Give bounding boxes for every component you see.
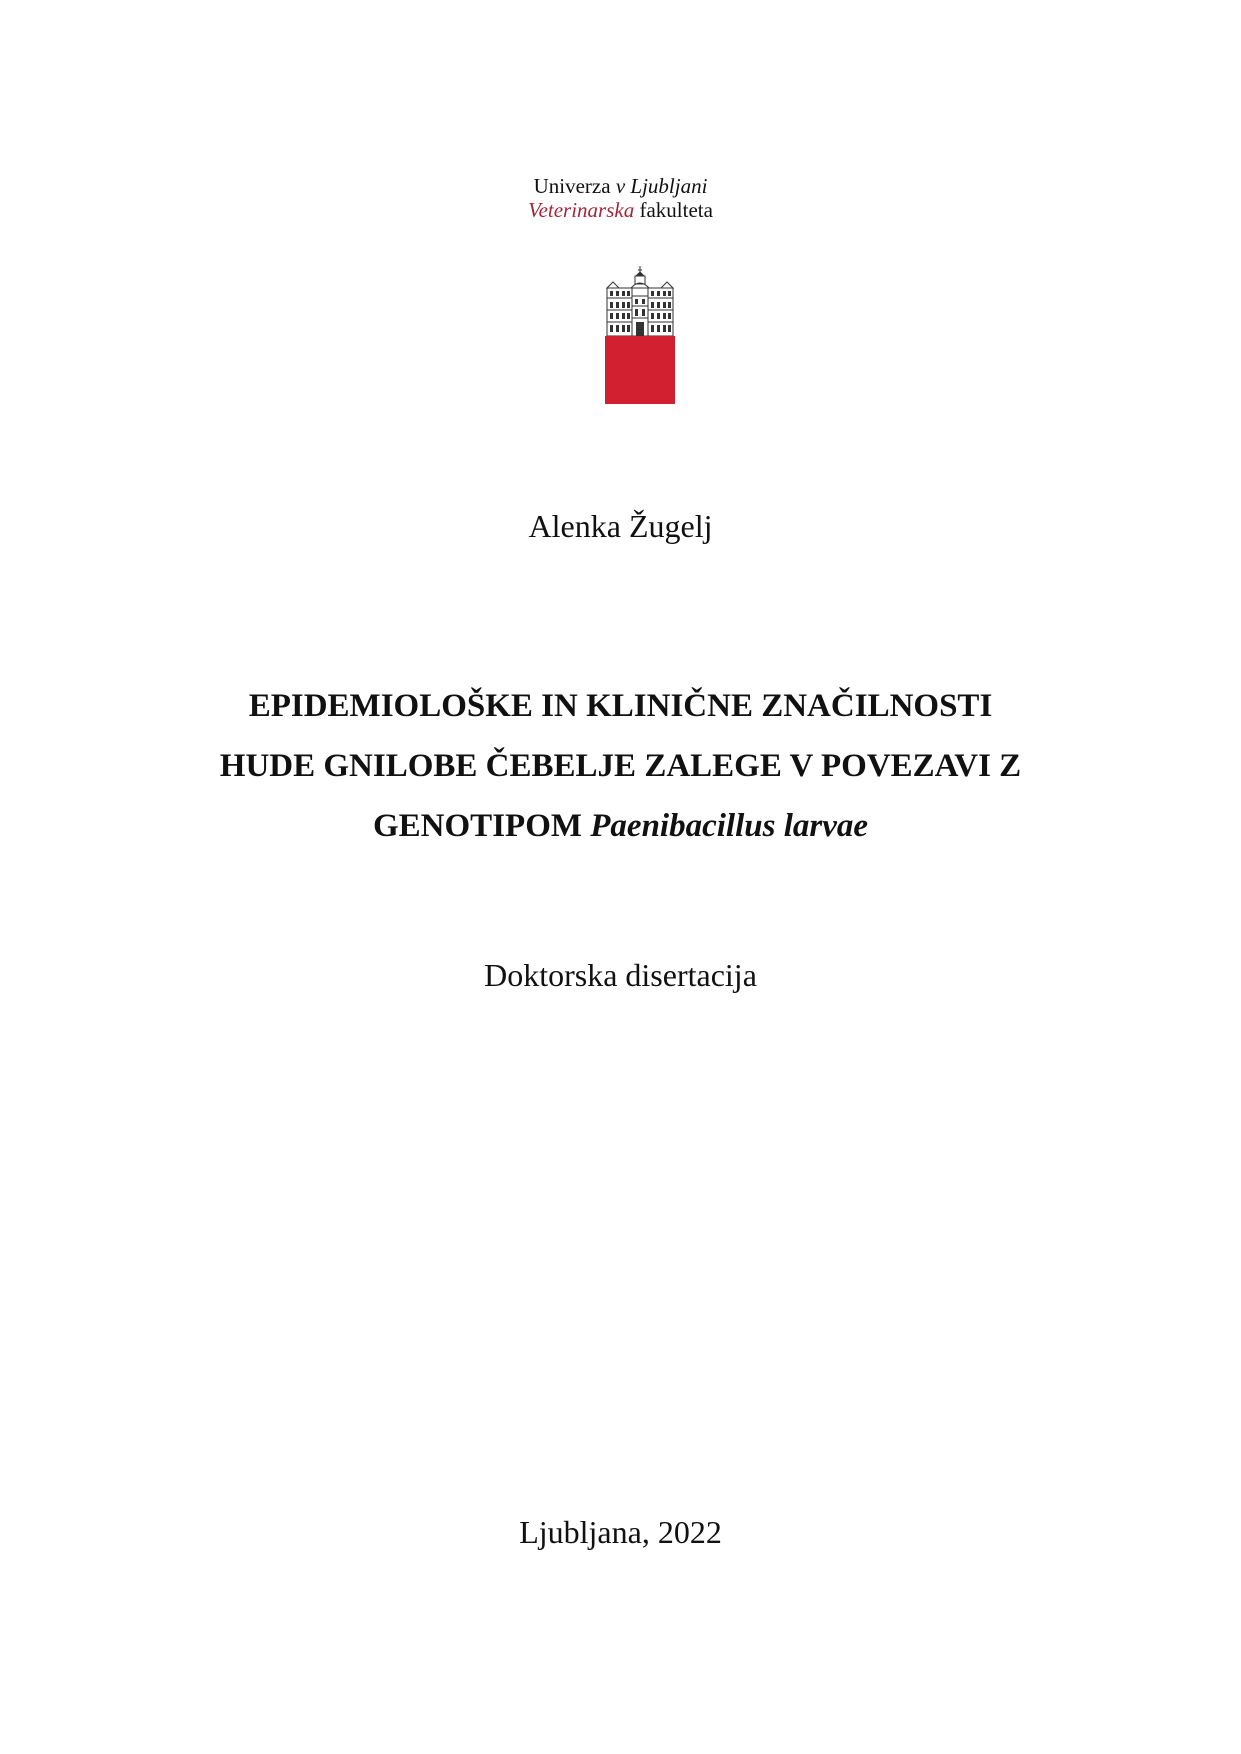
title-line-1: EPIDEMIOLOŠKE IN KLINIČNE ZNAČILNOSTI xyxy=(248,688,993,724)
title-line-3 xyxy=(0,796,1241,856)
logo-red-block xyxy=(605,336,675,404)
institution-header xyxy=(0,174,1241,222)
title-line-2: HUDE GNILOBE ČEBELJE ZALEGE V POVEZAVI Z xyxy=(219,748,1022,784)
author-name: Alenka Žugelj xyxy=(528,508,713,544)
university-name: Univerza xyxy=(533,174,611,198)
institution-line-1 xyxy=(0,174,1241,198)
title-line-3-normal: GENOTIPOM xyxy=(373,808,583,844)
place-and-year: Ljubljana, 2022 xyxy=(519,1514,722,1550)
faculty-word: fakulteta xyxy=(639,198,713,222)
title-line-3-species: Paenibacillus larvae xyxy=(590,808,868,844)
faculty-name: Veterinarska xyxy=(528,198,635,222)
institution-line-2 xyxy=(0,198,1241,222)
document-type: Doktorska disertacija xyxy=(484,957,757,993)
dissertation-title xyxy=(0,676,1241,856)
university-building-logo-icon xyxy=(605,266,675,404)
university-city: v Ljubljani xyxy=(615,174,708,198)
